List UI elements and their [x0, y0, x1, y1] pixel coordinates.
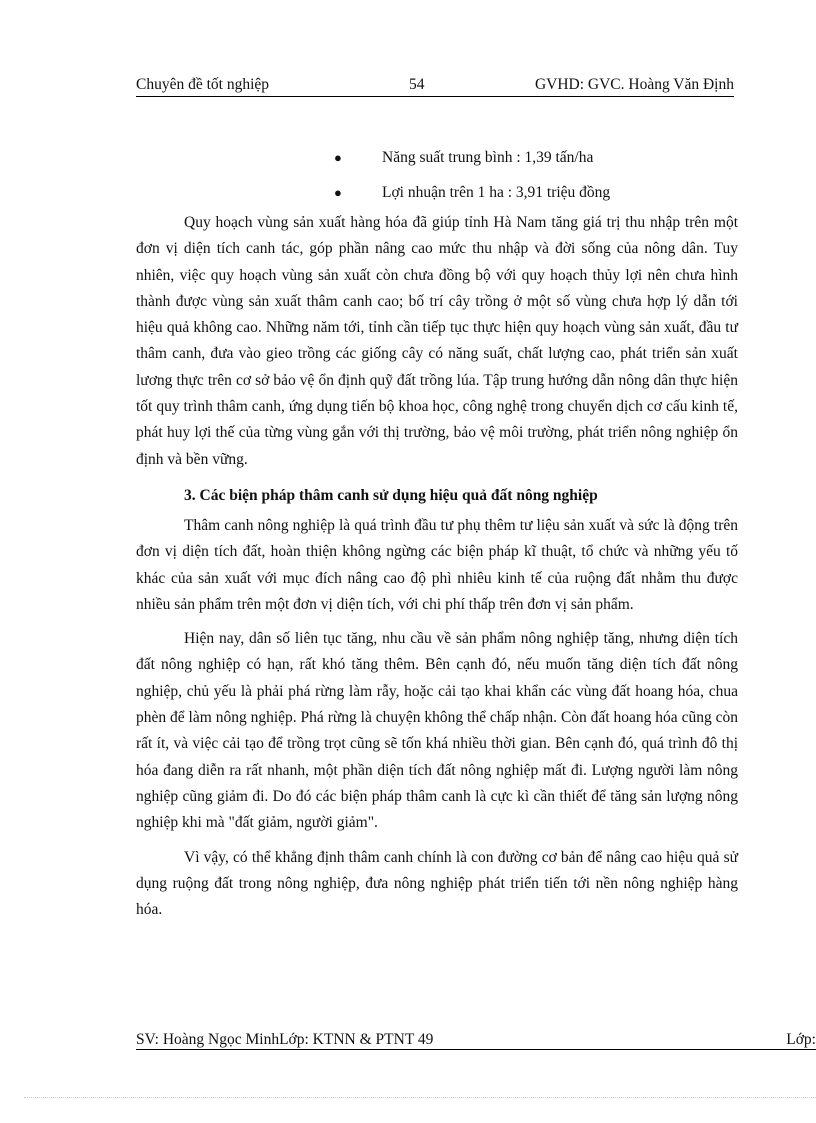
- bullet-icon: ●: [334, 150, 342, 165]
- document-body: [136, 140, 738, 923]
- bullet-icon: ●: [334, 185, 342, 200]
- paragraph-intensive-farming: Thâm canh nông nghiệp là quá trình đầu tư phụ thêm tư liệu sản xuất và sức là động trên đơn vị diện tích đất, hoàn thiện không ngừng các biện pháp kĩ thuật, tổ chức và những yếu tố khác của sản xuất với mục đích nâng cao độ phì nhiêu kinh tế của ruộng đất nhằm thu được nhiều sản phẩm trên một đơn vị diện tích, với chi phí thấp trên đơn vị sản phẩm.: [136, 516, 738, 613]
- page-header: [136, 76, 734, 97]
- header-title: Chuyên đề tốt nghiệp: [136, 76, 270, 93]
- footer-class: Lớp:: [786, 1031, 816, 1048]
- section-heading: 3. Các biện pháp thâm canh sử dụng hiệu quả đất nông nghiệp: [184, 486, 598, 504]
- bullet-text: Năng suất trung bình : 1,39 tấn/ha: [382, 149, 594, 166]
- bullet-item: [334, 175, 738, 210]
- paragraph-population: Hiện nay, dân số liên tục tăng, nhu cầu về sản phẩm nông nghiệp tăng, nhưng diện tích đất nông nghiệp có hạn, rất khó tăng thêm. Bên cạnh đó, nếu muốn tăng diện tích đất nông nghiệp, chủ yếu là phải phá rừng làm rẫy, hoặc cải tạo khai khẩn các vùng đất hoang hóa, chua phèn để làm nông nghiệp. Phá rừng là chuyện không thể chấp nhận. Còn đất hoang hóa cũng còn rất ít, và việc cải tạo để trồng trọt cũng sẽ tốn khá nhiều thời gian. Bên cạnh đó, quá trình đô thị hóa đang diễn ra rất nhanh, một phần diện tích đất nông nghiệp mất đi. Lượng người làm nông nghiệp cũng giảm đi. Do đó các biện pháp thâm canh là cực kì cần thiết để tăng sản lượng nông nghiệp khi mà "đất giảm, người giảm".: [136, 630, 738, 832]
- page-bottom-divider: [24, 1097, 816, 1098]
- bullet-text: Lợi nhuận trên 1 ha : 3,91 triệu đồng: [382, 184, 611, 201]
- bullet-item: [334, 140, 738, 175]
- paragraph-planning: Quy hoạch vùng sản xuất hàng hóa đã giúp tỉnh Hà Nam tăng giá trị thu nhập trên một đơn vị diện tích canh tác, góp phần nâng cao mức thu nhập và đời sống của nông dân. Tuy nhiên, việc quy hoạch vùng sản xuất còn chưa đồng bộ với quy hoạch thủy lợi nên chưa hình thành được vùng sản xuất thâm canh cao; bố trí cây trồng ở một số vùng chưa hợp lý dẫn tới hiệu quả không cao. Những năm tới, tỉnh cần tiếp tục thực hiện quy hoạch vùng sản xuất, đầu tư thâm canh, đưa vào gieo trồng các giống cây có năng suất, chất lượng cao, phát triển sản xuất lương thực trên cơ sở bảo vệ ổn định quỹ đất trồng lúa. Tập trung hướng dẫn nông dân thực hiện tốt quy trình thâm canh, ứng dụng tiến bộ khoa học, công nghệ trong chuyển dịch cơ cấu kinh tế, phát huy lợi thế của từng vùng gắn với thị trường, bảo vệ môi trường, phát triển nông nghiệp ổn định và bền vững.: [136, 214, 738, 468]
- header-advisor: GVHD: GVC. Hoàng Văn Định: [534, 76, 734, 93]
- footer-student: SV: Hoàng Ngọc MinhLớp: KTNN & PTNT 49: [136, 1031, 434, 1048]
- page-number: 54: [409, 76, 425, 93]
- paragraph-conclusion: Vì vậy, có thể khẳng định thâm canh chính là con đường cơ bản để nâng cao hiệu quả sử dụng ruộng đất trong nông nghiệp, đưa nông nghiệp phát triển tiến tới nền nông nghiệp hàng hóa.: [136, 848, 738, 919]
- page-footer: [136, 1031, 816, 1050]
